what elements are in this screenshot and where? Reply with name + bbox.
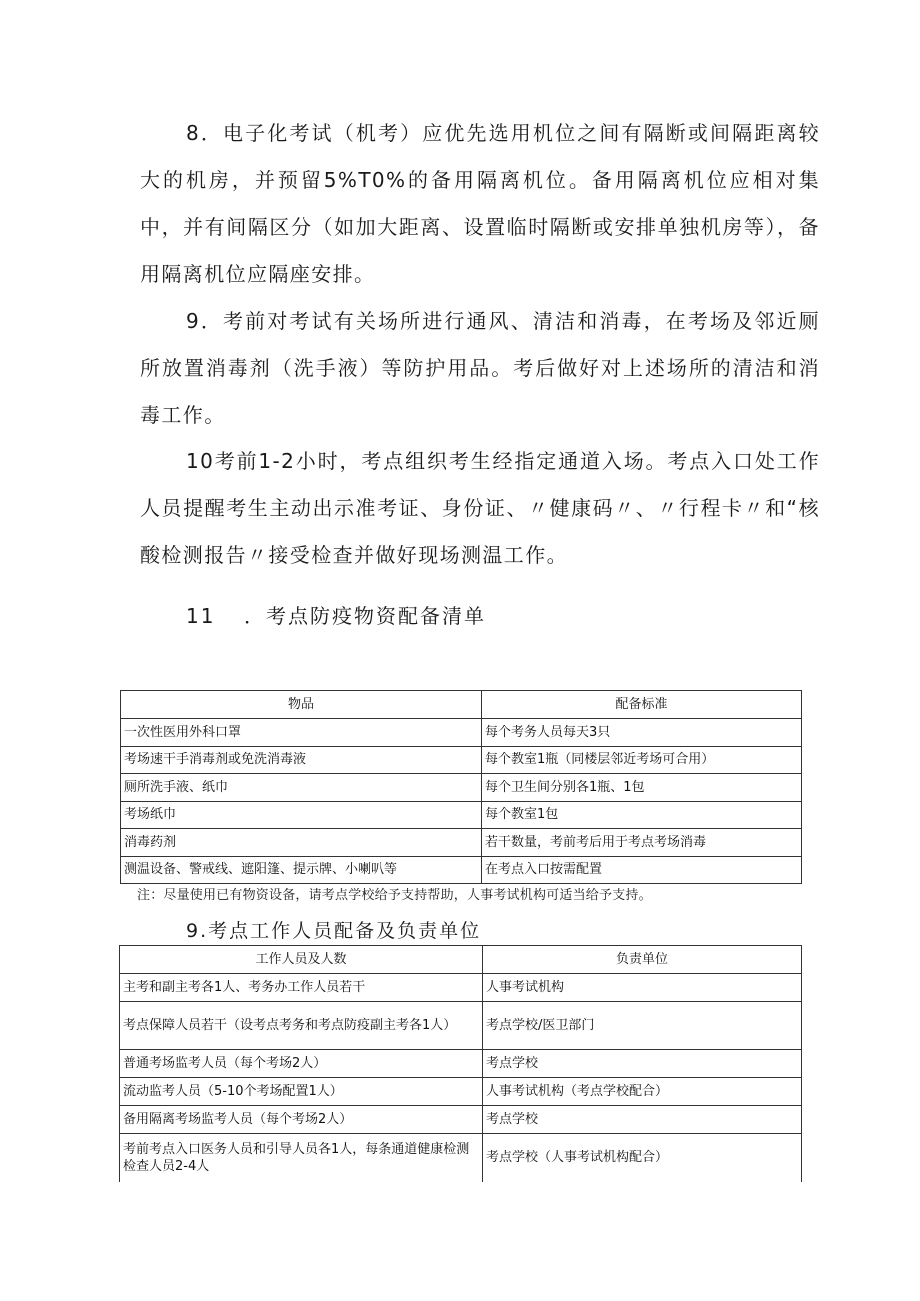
section-number: 11: [186, 604, 216, 628]
table-row: [121, 829, 802, 857]
table-note: 注：尽量使用已有物资设备，请考点学校给予支持帮助，人事考试机构可适当给予支持。: [137, 888, 652, 903]
column-header-staff: 工作人员及人数: [120, 946, 483, 974]
column-header-standard: 配备标准: [482, 691, 802, 719]
table-cell: 考点学校（人事考试机构配合）: [483, 1134, 802, 1182]
table-row: [121, 719, 802, 747]
table-cell: 人事考试机构（考点学校配合）: [483, 1078, 802, 1106]
table-cell: 每个卫生间分别各1瓶、1包: [482, 774, 802, 802]
column-header-unit: 负责单位: [483, 946, 802, 974]
table-cell: 普通考场监考人员（每个考场2人）: [120, 1050, 483, 1078]
section-heading-staff: 9.考点工作人员配备及负责单位: [186, 920, 482, 942]
table-row: [121, 774, 802, 802]
table-cell: 备用隔离考场监考人员（每个考场2人）: [120, 1106, 483, 1134]
table-cell: 每个教室1瓶（同楼层邻近考场可合用）: [482, 746, 802, 774]
table-row: [120, 1106, 802, 1134]
table-row: [121, 801, 802, 829]
table-cell: 人事考试机构: [483, 974, 802, 1002]
table-cell: 若干数量，考前考后用于考点考场消毒: [482, 829, 802, 857]
table-cell: 考场纸巾: [121, 801, 482, 829]
table-cell: 主考和副主考各1人、考务办工作人员若干: [120, 974, 483, 1002]
column-header-item: 物品: [121, 691, 482, 719]
table-cell: 消毒药剂: [121, 829, 482, 857]
table-cell: 考点学校: [483, 1050, 802, 1078]
table-row: [120, 1078, 802, 1106]
table-row: [120, 974, 802, 1002]
staff-table: [119, 945, 802, 1182]
table-row: [120, 1050, 802, 1078]
paragraph-item-10: 10考前1-2小时，考点组织考生经指定通道入场。考点入口处工作人员提醒考生主动出示准考证、身份证、〃健康码〃、〃行程卡〃和“核酸检测报告〃接受检查并做好现场测温工作。: [140, 449, 820, 567]
table-cell: 一次性医用外科口罩: [121, 719, 482, 747]
table-cell: 厕所洗手液、纸巾: [121, 774, 482, 802]
table-header-row: [120, 946, 802, 974]
paragraph-item-9: 9．考前对考试有关场所进行通风、清洁和消毒，在考场及邻近厕所放置消毒剂（洗手液）等防护用品。考后做好对上述场所的清洁和消毒工作。: [140, 309, 820, 427]
table-cell: 在考点入口按需配置: [482, 856, 802, 884]
paragraph-item-8: 8．电子化考试（机考）应优先选用机位之间有隔断或间隔距离较大的机房，并预留5%T0%的备用隔离机位。备用隔离机位应相对集中，并有间隔区分（如加大距离、设置临时隔断或安排单独机房等），备用隔离机位应隔座安排。: [140, 121, 820, 286]
table-row: [121, 856, 802, 884]
section-heading-supplies: [186, 602, 486, 630]
table-cell: 考场速干手消毒剂或免洗消毒液: [121, 746, 482, 774]
table-cell: 考点学校/医卫部门: [483, 1002, 802, 1050]
table-cell: 流动监考人员（5-10个考场配置1人）: [120, 1078, 483, 1106]
table-row: [120, 1134, 802, 1182]
table-cell: 每个教室1包: [482, 801, 802, 829]
table-cell: 考前考点入口医务人员和引导人员各1人，每条通道健康检测检查人员2-4人: [120, 1134, 483, 1182]
table-cell: 测温设备、警戒线、遮阳篷、提示牌、小喇叭等: [121, 856, 482, 884]
supplies-table: [120, 690, 802, 884]
table-cell: 考点学校: [483, 1106, 802, 1134]
table-cell: 每个考务人员每天3只: [482, 719, 802, 747]
table-header-row: [121, 691, 802, 719]
section-title: ．考点防疫物资配备清单: [244, 604, 486, 628]
table-cell: 考点保障人员若干（设考点考务和考点防疫副主考各1人）: [120, 1002, 483, 1050]
table-row: [120, 1002, 802, 1050]
table-row: [121, 746, 802, 774]
